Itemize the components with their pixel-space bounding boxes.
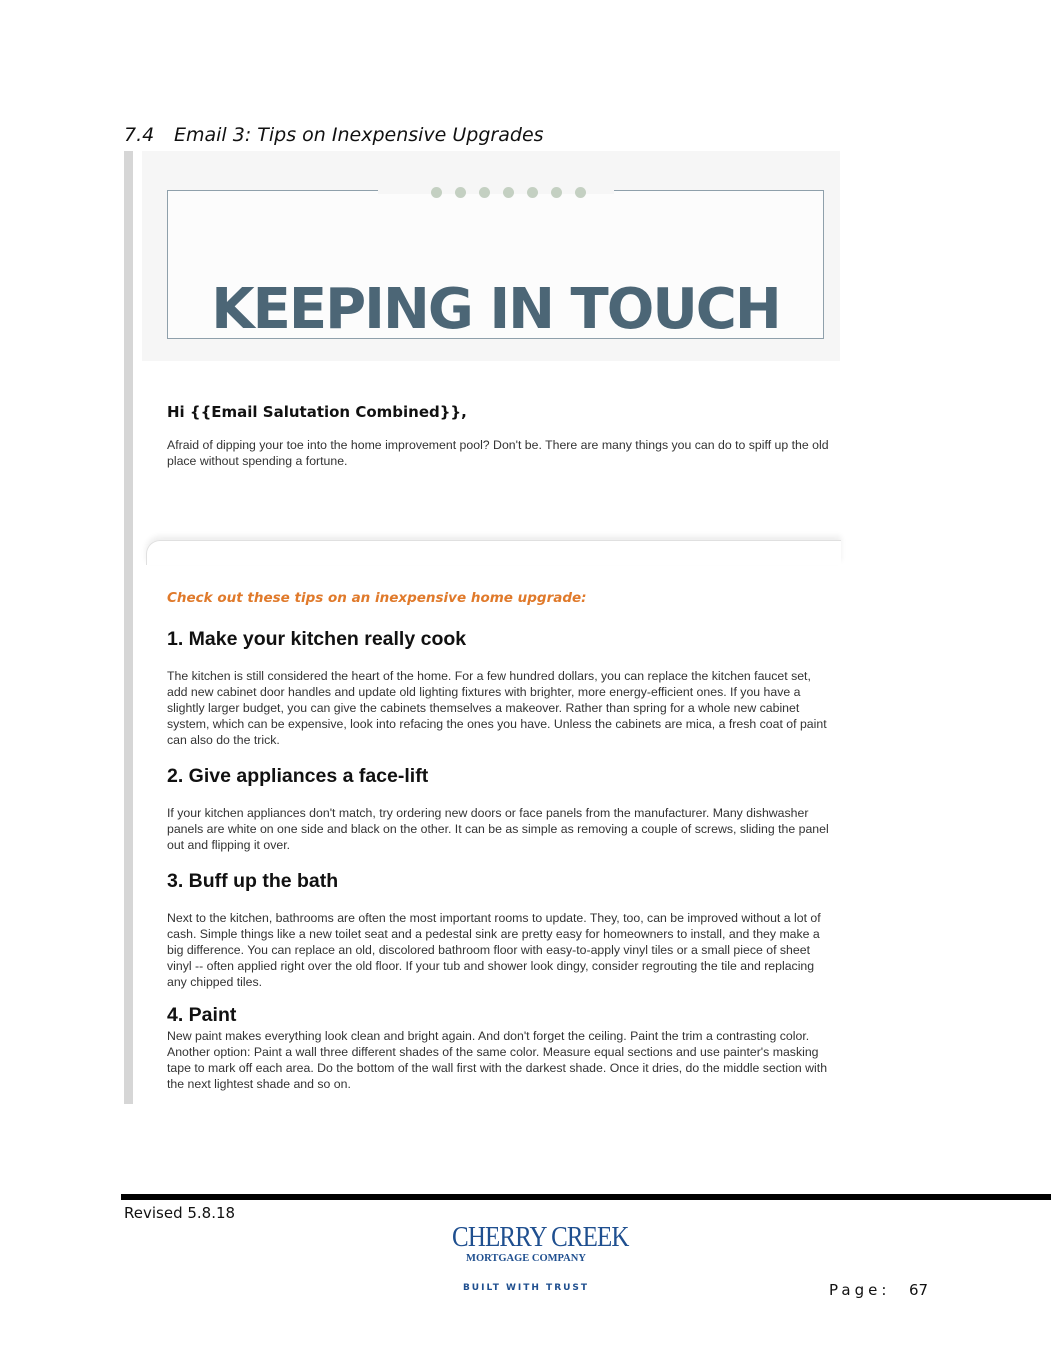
- dot-icon: [431, 187, 442, 198]
- logo-tagline: BUILT WITH TRUST: [462, 1283, 590, 1293]
- tip-body: The kitchen is still considered the heart of the home. For a few hundred dollars, you can replace the kitchen faucet set, add new cabinet door handles and update old lighting fixtures with brighter, more energy-efficient ones. If you have a slightly larger budget, you can give the cabinets themselves a makeover. Rather than spring for a whole new cabinet system, which can be expensive, look into refacing the ones you have. Unless the cabinets are mica, a fresh coat of paint can also do the trick.: [167, 669, 827, 747]
- banner-title: KEEPING IN TOUCH: [211, 277, 780, 342]
- tip-heading: 4. Paint: [167, 1004, 237, 1026]
- tip-body: If your kitchen appliances don't match, try ordering new doors or face panels from the manufacturer. Many dishwasher panels are white on one side and black on the other. It can be as simple as removing a couple of screws, sliding the panel out and flipping it over.: [167, 806, 829, 852]
- banner-dots-decoration: [431, 187, 586, 198]
- footer-rule: [121, 1194, 1051, 1200]
- tip-heading: 3. Buff up the bath: [167, 870, 339, 892]
- dot-icon: [551, 187, 562, 198]
- tip-heading: 1. Make your kitchen really cook: [167, 628, 467, 650]
- page-number: 67: [909, 1281, 929, 1299]
- company-logo: [440, 1221, 629, 1293]
- dot-icon: [527, 187, 538, 198]
- section-heading: [124, 124, 544, 146]
- logo-name: CHERRY CREEK: [452, 1221, 629, 1253]
- content-card-edge: [146, 540, 841, 565]
- dot-icon: [455, 187, 466, 198]
- revised-date: Revised 5.8.18: [124, 1204, 236, 1222]
- email-banner: [142, 151, 840, 361]
- logo-subtitle: MORTGAGE COMPANY: [466, 1253, 586, 1264]
- dot-icon: [479, 187, 490, 198]
- section-number: 7.4: [124, 124, 155, 146]
- tip-body: Next to the kitchen, bathrooms are often the most important rooms to update. They, too, can be improved without a lot of cash. Simple things like a new toilet seat and a pedestal sink are pretty easy for homeowners to install, and they make a big difference. You can replace an old, discolored bathroom floor with easy-to-apply vinyl tiles or a small piece of sheet vinyl -- often applied right over the old floor. If your tub and shower look dingy, consider regrouting the tile and replacing any chipped tiles.: [167, 911, 821, 989]
- page-label: Page:: [829, 1281, 891, 1299]
- banner-frame: [167, 190, 824, 342]
- email-intro: Afraid of dipping your toe into the home improvement pool? Don't be. There are many things you can do to spiff up the old place without spending a fortune.: [167, 438, 829, 468]
- tips-lead: Check out these tips on an inexpensive home upgrade:: [167, 590, 587, 606]
- email-greeting: Hi {{Email Salutation Combined}},: [167, 403, 467, 421]
- tip-body: New paint makes everything look clean and bright again. And don't forget the ceiling. Paint the trim a contrasting color. Another option: Paint a wall three different shades of the same color. Measure equal sections and use painter's masking tape to mark off each area. Do the bottom of the wall first with the darkest shade. Once it dries, do the middle section with the next lightest shade and so on.: [167, 1029, 828, 1091]
- section-title: Email 3: Tips on Inexpensive Upgrades: [174, 124, 544, 146]
- email-preview: [124, 151, 831, 1104]
- tip-heading: 2. Give appliances a face-lift: [167, 765, 429, 787]
- dot-icon: [575, 187, 586, 198]
- dot-icon: [503, 187, 514, 198]
